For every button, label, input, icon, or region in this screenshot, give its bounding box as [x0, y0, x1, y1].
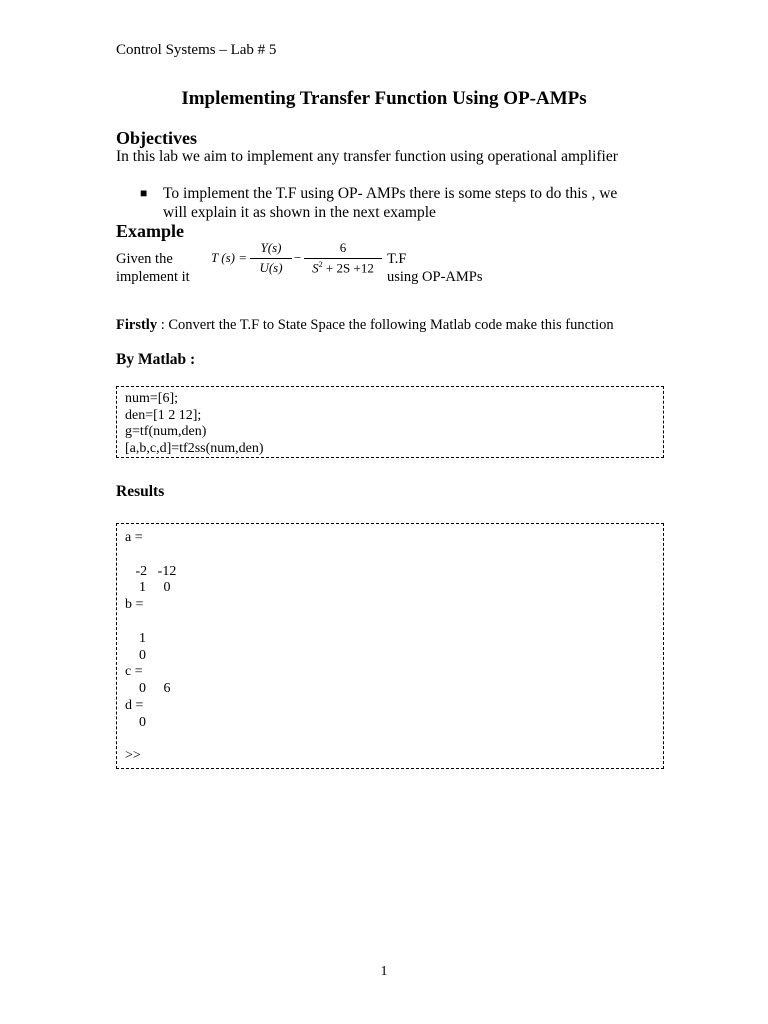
result-line: b = [125, 597, 144, 613]
code-line: den=[1 2 12]; [125, 407, 202, 423]
page-header: Control Systems – Lab # 5 [116, 42, 277, 58]
given-line-1: Given the [116, 251, 173, 267]
equation-fraction-1 [250, 240, 292, 277]
code-line: g=tf(num,den) [125, 424, 207, 439]
tf-line-2: using OP-AMPs [387, 269, 483, 285]
objectives-bullet [163, 184, 673, 222]
result-line: 0 [125, 647, 146, 663]
objectives-text: In this lab we aim to implement any transfer function using operational amplifier [116, 148, 618, 165]
den-s: S [312, 260, 319, 276]
bullet-square-icon: ■ [140, 186, 148, 200]
given-line-2: implement it [116, 269, 190, 285]
page-title: Implementing Transfer Function Using OP-AMPs [181, 88, 587, 109]
result-line: 1 [125, 630, 146, 646]
equation-lhs: T (s) = [211, 250, 247, 265]
objectives-heading: Objectives [116, 128, 197, 148]
result-line [125, 732, 655, 749]
bullet-line-1: To implement the T.F using OP- AMPs there is some steps to do this , we [163, 185, 618, 202]
transfer-function-equation [208, 240, 380, 280]
fraction-bar [304, 258, 382, 259]
code-line: num=[6]; [125, 391, 178, 406]
result-line: c = [125, 664, 143, 680]
result-line: 1 0 [125, 580, 171, 596]
result-line: d = [125, 697, 144, 713]
result-line: >> [125, 748, 141, 764]
example-heading: Example [116, 221, 185, 241]
firstly-label: Firstly [116, 317, 158, 333]
bullet-line-2: will explain it as shown in the next example [163, 204, 436, 221]
den-rest: + 2S +12 [322, 260, 374, 276]
results-box [116, 523, 664, 769]
code-line: [a,b,c,d]=tf2ss(num,den) [125, 440, 264, 456]
equation-operator: − [294, 250, 302, 265]
by-matlab-heading: By Matlab : [116, 351, 196, 368]
result-line: a = [125, 530, 143, 545]
tf-label [387, 250, 482, 286]
equation-fraction-2 [304, 240, 382, 277]
result-line [125, 547, 655, 564]
equation-num-2: 6 [339, 240, 347, 255]
given-text [116, 250, 190, 286]
result-line: 0 6 [125, 681, 171, 697]
firstly-paragraph [116, 317, 614, 334]
page-number: 1 [380, 964, 388, 979]
equation-num-1: Y(s) [260, 240, 282, 255]
results-heading: Results [116, 483, 165, 500]
tf-line-1: T.F [387, 251, 407, 267]
fraction-bar [250, 258, 292, 259]
equation-den-2 [304, 260, 382, 277]
result-line: 0 [125, 714, 146, 730]
equation-den-1: U(s) [259, 260, 283, 275]
result-line: -2 -12 [125, 563, 177, 579]
den-exp: 2 [318, 260, 323, 269]
firstly-text: : Convert the T.F to State Space the following Matlab code make this function [157, 317, 614, 333]
result-line [125, 614, 655, 631]
matlab-code-box [116, 386, 664, 458]
